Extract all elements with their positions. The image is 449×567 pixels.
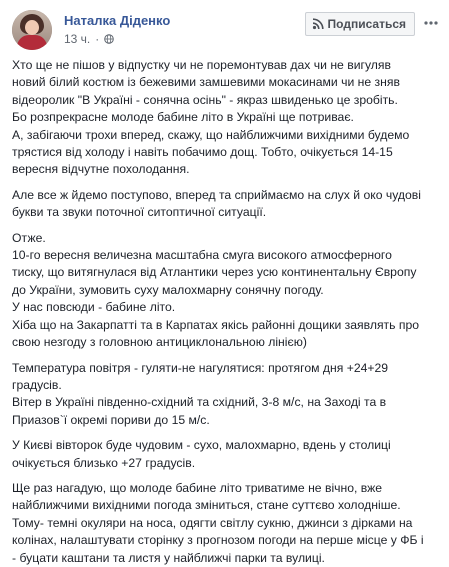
dot-separator: · (95, 32, 100, 46)
post-header (12, 10, 439, 50)
post-text-line: градусів. (12, 377, 62, 392)
post-text-line: очікується близько +27 градусів. (12, 455, 196, 470)
post-text-line: новий білий костюм із бежевими замшевими мокасинами чи не зняв (12, 75, 400, 90)
post-text-line: відеоролик "В Україні - сонячна осінь" - якраз швиденько це зробіть. (12, 92, 398, 107)
globe-icon (104, 34, 114, 44)
post-text-line: свою незгоду з головною антициклональною лінією) (12, 335, 307, 350)
paragraph-gap (12, 472, 436, 480)
post-text-line: Тому- темні окуляри на носа, одягти світлу сукню, джинси з дірками на (12, 515, 413, 530)
post-text-line: найближчими вихідними погода зміниться, стане суттєво холоднішe. (12, 498, 401, 513)
post-meta (64, 32, 114, 46)
post-text-line: Хіба що на Закарпатті та в Карпатах якісь районні дощики заявлять про (12, 317, 420, 332)
post-time[interactable]: 13 ч. (64, 32, 91, 46)
author-name[interactable]: Наталка Діденко (64, 13, 171, 28)
rss-icon (312, 18, 324, 30)
post-text-line: У Києві вівторок буде чудовим - сухо, малохмарно, вдень у столиці (12, 438, 391, 453)
post-text-line: Ще раз нагадую, що молоде бабине літо триватиме не вічно, вже (12, 480, 383, 495)
avatar[interactable] (12, 10, 52, 50)
paragraph-gap (12, 352, 436, 360)
post-text-line: А, забігаючи трохи вперед, скажу, що найближчими вихідними будемо (12, 127, 410, 142)
post-text-line: Вітер в Україні південно-східний та східний, 3-8 м/с, на Заході та в (12, 395, 387, 410)
post-text-line: до України, зумовить суху малохмарну сонячну погоду. (12, 282, 324, 297)
subscribe-button[interactable] (305, 12, 415, 36)
post-text-line: колінах, налаштувати сторінку з прогнозом погоди на перше місце у ФБ і (12, 533, 424, 548)
post-text-line: трястися від холоду і навіть побачимо дощ. Тобто, очікується 14-15 (12, 145, 393, 160)
post-text-line: тиску, що витягнулася від Атлантики через усю континентальну Європу (12, 265, 417, 280)
post-text-line: - буцати каштани та листя у найближчі парки та вулиці. (12, 550, 325, 565)
paragraph-gap (12, 429, 436, 437)
post-text-line: У нас повсюди - бабине літо. (12, 300, 176, 315)
post-text-line: Температура повітря - гуляти-не нагулятися: протягом дня +24+29 (12, 360, 389, 375)
post-text-line: 10-го вересня величезна масштабна смуга високого атмосферного (12, 248, 392, 263)
post-text (12, 57, 436, 567)
post-text-line: Бо розпрекрасне молоде бабине літо в Україні ще потриває. (12, 110, 354, 125)
post-text-line: букви та звуки поточної ситоптичної ситуації. (12, 205, 267, 220)
post-text-line: Але все ж йдемо поступово, вперед та сприймаємо на слух й око чудові (12, 187, 421, 202)
paragraph-gap (12, 222, 436, 230)
more-options-icon[interactable] (423, 16, 439, 30)
post-text-line: Приазов`ї окремі пориви до 15 м/с. (12, 412, 210, 427)
post-text-line: Хто ще не пішов у відпустку чи не поремонтував дах чи не вигуляв (12, 58, 391, 72)
subscribe-label: Подписаться (327, 17, 406, 31)
paragraph-gap (12, 179, 436, 187)
post-text-line: Отже. (12, 230, 46, 245)
post-text-line: вересня відчутне похолодання. (12, 162, 190, 177)
